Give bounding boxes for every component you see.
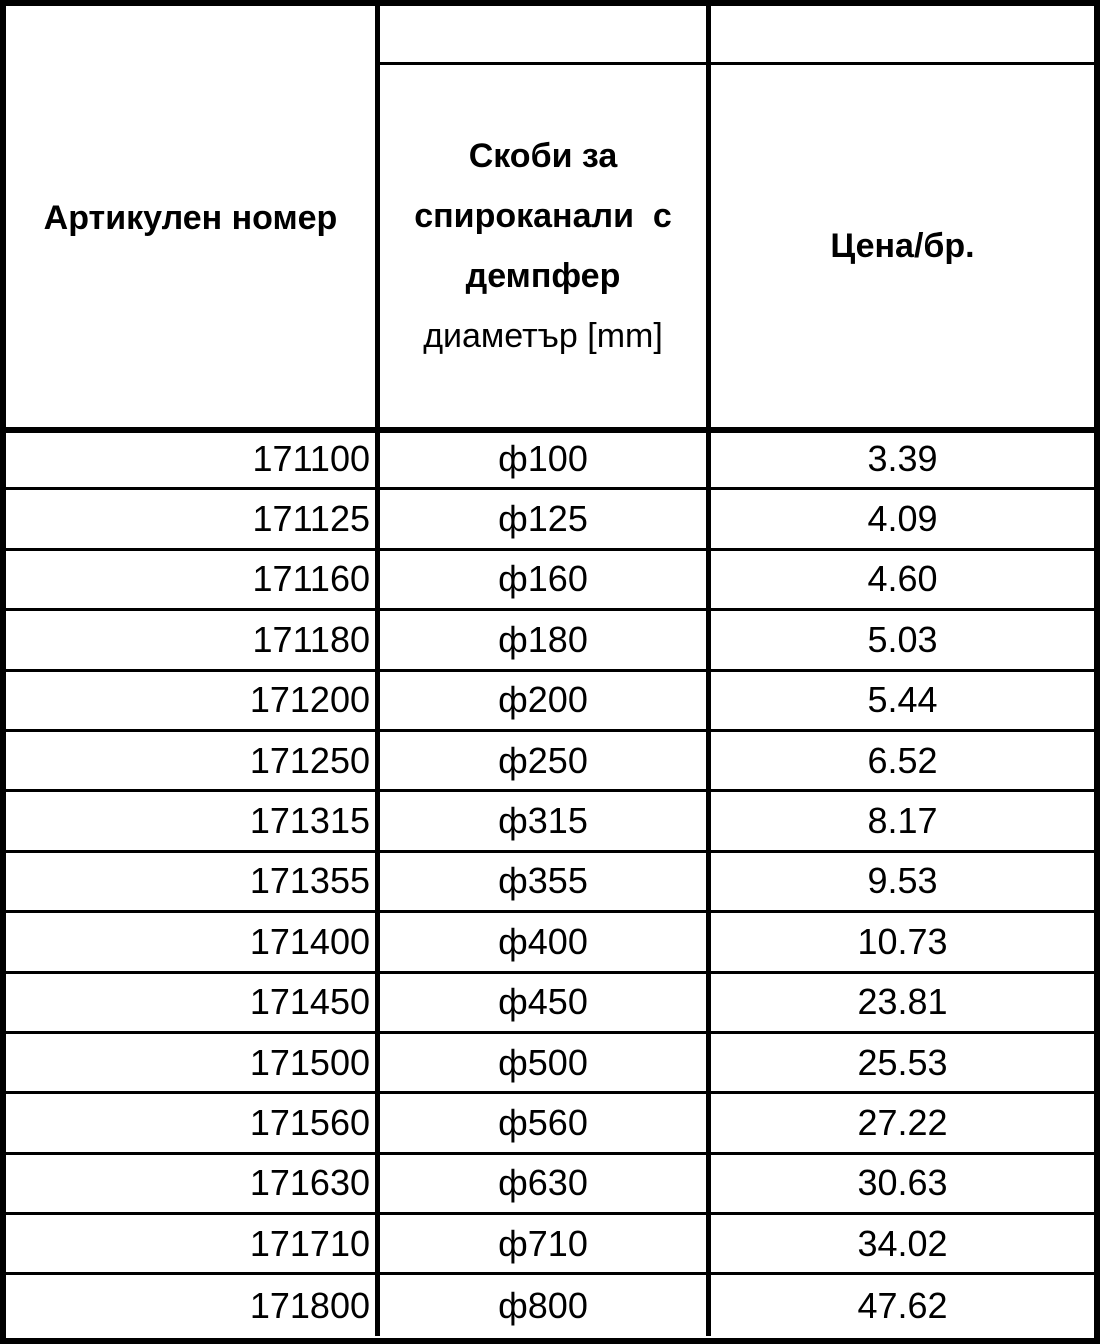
price-cell: 27.22 — [857, 1101, 948, 1143]
diameter-cell: ф355 — [498, 860, 588, 902]
price-cell: 3.39 — [867, 437, 938, 479]
article-cell: 171315 — [249, 800, 370, 842]
price-cell: 6.52 — [867, 739, 938, 781]
article-cell: 171355 — [249, 860, 370, 902]
diameter-cell: ф250 — [498, 739, 588, 781]
price-cell: 8.17 — [867, 800, 938, 842]
diameter-cell: ф200 — [498, 679, 588, 721]
price-cell: 5.03 — [867, 618, 938, 660]
header-article-label: Артикулен номер — [43, 199, 338, 237]
price-cell: 34.02 — [857, 1222, 948, 1264]
price-cell: 23.81 — [857, 981, 948, 1023]
diameter-cell: ф180 — [498, 618, 588, 660]
price-cell: 47.62 — [857, 1284, 948, 1326]
header-product-subtitle: диаметър [mm] — [423, 317, 663, 355]
header-price — [711, 65, 1094, 427]
price-cell: 25.53 — [857, 1041, 948, 1083]
diameter-cell: ф450 — [498, 981, 588, 1023]
table-row — [6, 1034, 1094, 1094]
article-cell: 171250 — [249, 739, 370, 781]
price-cell: 9.53 — [867, 860, 938, 902]
diameter-cell: ф125 — [498, 498, 588, 540]
header-product — [380, 65, 706, 427]
price-cell: 4.60 — [867, 558, 938, 600]
diameter-cell: ф500 — [498, 1041, 588, 1083]
table-row — [6, 430, 1094, 490]
article-cell: 171560 — [249, 1101, 370, 1143]
article-cell: 171200 — [249, 679, 370, 721]
diameter-cell: ф315 — [498, 800, 588, 842]
diameter-cell: ф160 — [498, 558, 588, 600]
table-row — [6, 490, 1094, 550]
price-cell: 5.44 — [867, 679, 938, 721]
header-product-line-3: демпфер — [465, 257, 621, 295]
diameter-cell: ф630 — [498, 1162, 588, 1204]
header-article — [6, 6, 375, 430]
price-cell: 10.73 — [857, 920, 948, 962]
article-cell: 171400 — [249, 920, 370, 962]
price-cell: 4.09 — [867, 498, 938, 540]
table-header — [6, 6, 1094, 430]
article-cell: 171630 — [249, 1162, 370, 1204]
diameter-cell: ф400 — [498, 920, 588, 962]
table-row — [6, 853, 1094, 913]
diameter-cell: ф800 — [498, 1284, 588, 1326]
table-row — [6, 732, 1094, 792]
article-cell: 171710 — [249, 1222, 370, 1264]
table-row — [6, 913, 1094, 973]
table-row — [6, 1215, 1094, 1275]
article-cell: 171100 — [252, 437, 370, 479]
article-cell: 171500 — [249, 1041, 370, 1083]
price-cell: 30.63 — [857, 1162, 948, 1204]
diameter-cell: ф100 — [498, 437, 588, 479]
header-price-label: Цена/бр. — [830, 227, 975, 265]
diameter-cell: ф560 — [498, 1101, 588, 1143]
header-product-line-2: спироканали с — [414, 197, 672, 235]
table-body — [6, 430, 1094, 1336]
article-cell: 171180 — [252, 618, 370, 660]
table-row — [6, 1275, 1094, 1335]
table-row — [6, 1155, 1094, 1215]
article-cell: 171160 — [252, 558, 370, 600]
header-product-line-1: Скоби за — [468, 137, 618, 175]
article-cell: 171125 — [252, 498, 370, 540]
table-row — [6, 611, 1094, 671]
table-row — [6, 792, 1094, 852]
article-cell: 171800 — [249, 1284, 370, 1326]
table-row — [6, 672, 1094, 732]
table-row — [6, 974, 1094, 1034]
diameter-cell: ф710 — [498, 1222, 588, 1264]
article-cell: 171450 — [249, 981, 370, 1023]
table-row — [6, 1094, 1094, 1154]
table-row — [6, 551, 1094, 611]
